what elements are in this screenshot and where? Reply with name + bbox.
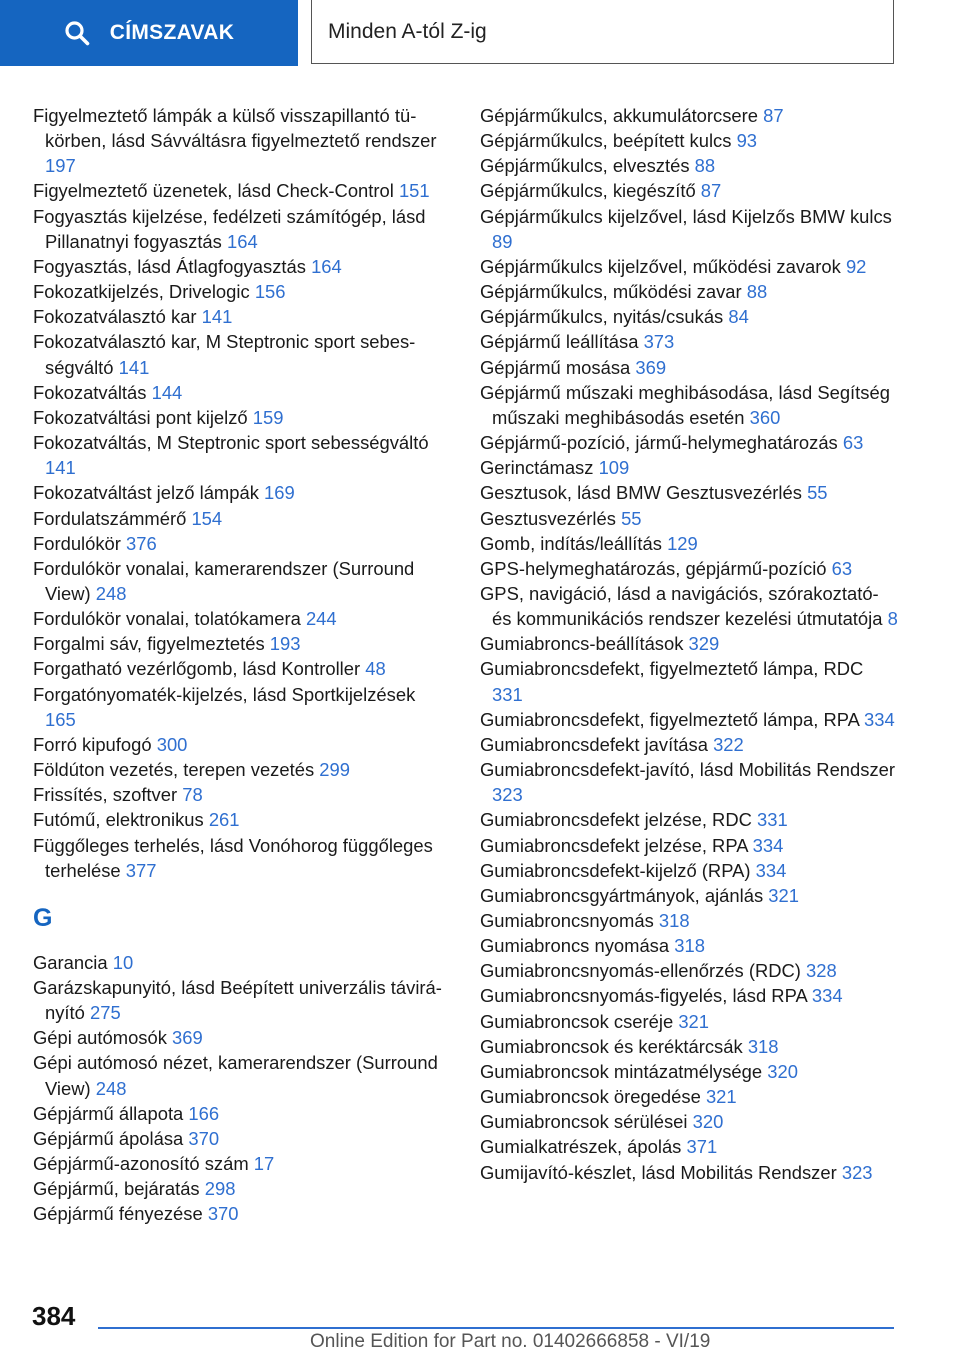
index-entry-text: Gépjármű mosása <box>480 356 631 378</box>
index-entry <box>480 506 898 531</box>
index-entry-text: Gumialkatrészek, ápolás <box>480 1136 682 1158</box>
index-entry-text: Gumiabroncsdefekt, figyelmeztető lámpa, RPA <box>480 708 859 730</box>
index-entry-text: Gépi autómosók <box>33 1027 167 1049</box>
index-entry <box>33 1151 451 1176</box>
index-entry <box>480 983 898 1008</box>
index-entry-text: Gumiabroncs-beállítások <box>480 633 684 655</box>
page-reference-link[interactable]: 334 <box>811 985 843 1007</box>
page-reference-link[interactable]: 17 <box>253 1153 275 1175</box>
page-reference-link[interactable]: 55 <box>621 507 642 529</box>
index-entry-text: Fokozatválasztó kar <box>33 306 197 328</box>
index-entry-text: Fordulókör <box>33 532 121 554</box>
index-entry-text: Gumiabroncsdefekt, figyelmeztető lámpa, RDC <box>480 658 864 680</box>
page-reference-link[interactable]: 48 <box>365 658 386 680</box>
index-entry-text: Földúton vezetés, terepen vezetés <box>33 759 315 781</box>
page-reference-link[interactable]: 275 <box>90 1002 121 1024</box>
index-entry <box>480 656 898 706</box>
index-entry-text: Gumiabroncsnyomás <box>480 910 654 931</box>
index-entry <box>33 178 451 203</box>
index-entry-text: Gépjármű műszaki meghibásodása, lásd Segítség műszaki meghibásodás esetén <box>480 381 890 428</box>
index-entry <box>33 682 451 732</box>
index-entry-text: Gerinctámasz <box>480 457 594 479</box>
index-entry-text: Gumijavító-készlet, lásd Mobilitás Rendszer <box>480 1161 837 1183</box>
page-reference-link[interactable]: 93 <box>736 130 758 152</box>
index-group-f <box>33 103 451 883</box>
letter-heading-g: G <box>33 903 53 932</box>
page-reference-link[interactable]: 78 <box>182 784 203 806</box>
index-entry-text: Gépjárműkulcs, működési zavar <box>480 281 742 303</box>
index-entry <box>480 103 898 128</box>
index-entry-text: Gumiabroncsdefekt javítása <box>480 733 708 755</box>
footer-rule <box>98 1327 894 1329</box>
index-entry <box>33 950 451 975</box>
index-entry-text: Gépjárműkulcs, elvesztés <box>480 155 690 177</box>
page-reference-link[interactable]: 322 <box>713 733 744 755</box>
index-entry <box>480 455 898 480</box>
index-entry <box>33 506 451 531</box>
page-reference-link[interactable]: 298 <box>204 1178 236 1200</box>
index-entry-text: Gumiabroncsnyomás-ellenőrzés (RDC) <box>480 960 801 982</box>
index-entry <box>33 1101 451 1126</box>
index-entry-text: Fokozatváltást jelző lámpák <box>33 482 259 504</box>
index-entry-text: Gumiabroncsdefekt jelzése, RPA <box>480 834 748 856</box>
page-reference-link[interactable]: 141 <box>45 457 76 479</box>
page-reference-link[interactable]: 334 <box>755 859 787 881</box>
index-entry-text: Gumiabroncsok sérülései <box>480 1111 688 1133</box>
page-reference-link[interactable]: 321 <box>768 884 799 906</box>
page-reference-link[interactable]: 320 <box>692 1111 724 1133</box>
index-entry <box>480 732 898 757</box>
page-reference-link[interactable]: 87 <box>763 105 784 126</box>
index-entry <box>480 329 898 354</box>
index-group-g <box>33 950 451 1227</box>
page-reference-link[interactable]: 323 <box>841 1161 873 1183</box>
page-reference-link[interactable]: 369 <box>172 1027 203 1049</box>
index-entry-text: Garancia <box>33 951 108 973</box>
footer-edition-text: Online Edition for Part no. 01402666858 - VI/19 <box>310 1331 711 1352</box>
header-bar <box>0 0 960 66</box>
index-entry-text: Forró kipufogó <box>33 733 152 755</box>
index-entry-text: Gumiabroncsdefekt jelzése, RDC <box>480 809 752 831</box>
index-entry <box>33 606 451 631</box>
page-reference-link[interactable]: 169 <box>264 482 295 504</box>
index-entry <box>480 631 898 656</box>
index-entry <box>480 1134 898 1159</box>
page-reference-link[interactable]: 320 <box>767 1060 798 1082</box>
page-reference-link[interactable]: 141 <box>201 306 233 328</box>
page-reference-link[interactable]: 248 <box>95 1077 127 1099</box>
index-entry <box>480 933 898 958</box>
index-entry <box>480 204 898 254</box>
page-reference-link[interactable]: 328 <box>806 960 837 982</box>
index-entry-text: Gesztusok, lásd BMW Gesztusvezérlés <box>480 482 802 504</box>
index-entry-text: Függőleges terhelés, lásd Vonóhorog függőleges terhelése <box>33 834 433 881</box>
page-reference-link[interactable]: 164 <box>311 255 342 277</box>
page-reference-link[interactable]: 193 <box>269 633 301 655</box>
index-entry-text: Gépjármű állapota <box>33 1102 184 1124</box>
index-entry <box>480 757 898 807</box>
page-reference-link[interactable]: 373 <box>643 331 675 353</box>
index-entry <box>480 178 898 203</box>
index-entry-text: Gépi autómosó nézet, kamerarendszer (Surround View) <box>33 1052 438 1099</box>
page-number: 384 <box>32 1301 76 1331</box>
page-reference-link[interactable]: 334 <box>864 708 895 730</box>
index-entry <box>33 975 451 1025</box>
index-entry <box>480 279 898 304</box>
index-entry <box>33 732 451 757</box>
index-entry <box>480 1059 898 1084</box>
index-entry <box>480 254 898 279</box>
index-entry-text: Gépjármű ápolása <box>33 1127 184 1149</box>
index-entry <box>480 531 898 556</box>
a-to-z-tab[interactable] <box>311 0 894 64</box>
index-entry-text: Garázskapunyitó, lásd Beépített univerzális távirányító <box>33 977 442 1024</box>
index-entry <box>480 858 898 883</box>
index-entry-text: Gumiabroncsgyártmányok, ajánlás <box>480 884 764 906</box>
page-reference-link[interactable]: 151 <box>398 180 430 202</box>
index-entry-text: Gumiabroncsok cseréje <box>480 1010 674 1032</box>
index-entry-text: Forgalmi sáv, figyelmeztetés <box>33 633 265 655</box>
page-reference-link[interactable]: 88 <box>746 281 768 303</box>
keywords-tab[interactable] <box>0 0 298 66</box>
index-entry-text: Gumiabroncsdefekt-javító, lásd Mobilitás Rendszer <box>480 759 895 781</box>
index-entry-text: GPS-helymeghatározás, gépjármű-pozíció <box>480 557 827 579</box>
index-entry-text: Gépjármű-azonosító szám <box>33 1153 249 1175</box>
index-entry <box>480 883 898 908</box>
page-reference-link[interactable]: 318 <box>747 1035 779 1057</box>
index-entry <box>33 329 451 379</box>
index-entry-text: Gépjármű leállítása <box>480 331 639 353</box>
page-reference-link[interactable]: 300 <box>156 733 188 755</box>
page-reference-link[interactable]: 323 <box>492 784 523 806</box>
page-reference-link[interactable]: 377 <box>125 859 157 881</box>
page-reference-link[interactable]: 154 <box>191 507 223 529</box>
index-entry <box>33 531 451 556</box>
index-entry-text: Fogyasztás kijelzése, fedélzeti számítógép, lásd Pillanatnyi fogyasztás <box>33 205 426 252</box>
index-column-left <box>33 103 451 1227</box>
index-entry-text: Gépjármű fényezése <box>33 1203 203 1225</box>
index-entry <box>33 556 451 606</box>
page-reference-link[interactable]: 166 <box>188 1102 220 1124</box>
index-entry-text: Gumiabroncsnyomás-figyelés, lásd RPA <box>480 985 807 1007</box>
index-entry-text: Fokozatváltási pont kijelző <box>33 406 248 428</box>
keywords-tab-label: CÍMSZAVAK <box>109 21 235 44</box>
index-entry-text: GPS, navigáció, lásd a navigációs, szórakoztató- és kommunikációs rendszer kezelési útmutatója <box>480 582 883 630</box>
index-entry <box>480 1084 898 1109</box>
page-reference-link[interactable]: 84 <box>728 306 749 328</box>
page-reference-link[interactable]: 370 <box>188 1127 220 1149</box>
page-reference-link[interactable]: 329 <box>688 633 720 655</box>
index-entry <box>33 807 451 832</box>
index-entry-text: Frissítés, szoftver <box>33 784 178 806</box>
index-entry <box>480 380 898 430</box>
index-entry-text: Fogyasztás, lásd Átlagfogyasztás <box>33 255 306 277</box>
index-entry <box>33 405 451 430</box>
index-entry-text: Futómű, elektronikus <box>33 809 204 831</box>
page-reference-link[interactable]: 164 <box>226 230 258 252</box>
index-entry-text: Gépjárműkulcs, akkumulátorcsere <box>480 105 759 126</box>
index-entry-text: Gumiabroncsok öregedése <box>480 1086 701 1108</box>
index-entry <box>33 430 451 480</box>
index-entry-text: Fokozatváltás, M Steptronic sport sebességváltó <box>33 432 429 454</box>
a-to-z-tab-label: Minden A-tól Z-ig <box>328 19 487 43</box>
index-entry-text: Gépjárműkulcs, beépített kulcs <box>480 130 732 152</box>
index-entry <box>33 1050 451 1100</box>
index-entry <box>480 480 898 505</box>
index-entry-text: Gesztusvezérlés <box>480 507 616 529</box>
page-reference-link[interactable]: 376 <box>126 532 157 554</box>
index-entry <box>480 128 898 153</box>
page-reference-link[interactable]: 334 <box>752 834 784 856</box>
index-entry-text: Fokozatválasztó kar, M Steptronic sport sebességváltó <box>33 331 416 378</box>
index-entry-text: Figyelmeztető lámpák a külső visszapillantó tükörben, lásd Sávváltásra figyelmeztető rendszer <box>33 105 437 152</box>
page-reference-link[interactable]: 318 <box>658 910 690 931</box>
index-entry-text: Gumiabroncs nyomása <box>480 935 670 957</box>
index-entry <box>33 1025 451 1050</box>
index-group-g-continued <box>480 103 898 1185</box>
index-entry <box>480 833 898 858</box>
index-entry-text: Gumiabroncsok mintázatmélysége <box>480 1060 763 1082</box>
index-entry <box>33 656 451 681</box>
page-reference-link[interactable]: 159 <box>252 406 284 428</box>
page-reference-link[interactable]: 197 <box>45 155 76 177</box>
page-reference-link[interactable]: 129 <box>667 532 698 554</box>
search-icon <box>64 20 90 46</box>
index-entry <box>480 153 898 178</box>
index-entry-text: Fokozatváltás <box>33 381 147 403</box>
index-entry <box>33 757 451 782</box>
page-reference-link[interactable]: 88 <box>694 155 716 177</box>
page-reference-link[interactable]: 92 <box>845 255 867 277</box>
index-entry-text: Fordulatszámmérő <box>33 507 187 529</box>
page-reference-link[interactable]: 370 <box>207 1203 239 1225</box>
index-entry <box>33 631 451 656</box>
index-column-right <box>480 103 898 1185</box>
index-entry <box>33 380 451 405</box>
index-entry <box>33 304 451 329</box>
page-reference-link[interactable]: 244 <box>305 608 337 630</box>
index-entry <box>33 103 451 178</box>
index-entry <box>480 304 898 329</box>
index-entry <box>33 480 451 505</box>
index-entry-text: Gomb, indítás/leállítás <box>480 532 662 554</box>
page-reference-link[interactable]: 248 <box>95 582 127 604</box>
index-entry-text: Gépjármű, bejáratás <box>33 1178 200 1200</box>
page-reference-link[interactable]: 360 <box>749 406 781 428</box>
page-reference-link[interactable]: 299 <box>319 759 350 781</box>
index-entry-text: Fokozatkijelzés, Drivelogic <box>33 281 250 303</box>
index-entry <box>33 1201 451 1226</box>
index-entry <box>480 958 898 983</box>
index-entry-text: Fordulókör vonalai, tolatókamera <box>33 608 301 630</box>
page-reference-link[interactable]: 331 <box>757 809 788 831</box>
index-entry <box>480 556 898 581</box>
index-entry <box>33 254 451 279</box>
index-entry <box>33 204 451 254</box>
index-entry-text: Gépjárműkulcs kijelzővel, lásd Kijelzős BMW kulcs <box>480 205 892 227</box>
page-reference-link[interactable]: 89 <box>492 230 513 252</box>
index-entry <box>33 279 451 304</box>
index-entry-text: Gépjárműkulcs, kiegészítő <box>480 180 696 202</box>
page-reference-link[interactable]: 371 <box>686 1136 718 1158</box>
page-reference-link[interactable]: 10 <box>112 951 134 973</box>
index-entry <box>480 355 898 380</box>
page-reference-link[interactable]: 156 <box>254 281 286 303</box>
page-reference-link[interactable]: 331 <box>492 683 523 705</box>
page-reference-link[interactable]: 109 <box>598 457 630 479</box>
index-entry <box>480 1160 898 1185</box>
index-entry-text: Gumiabroncsok és keréktárcsák <box>480 1035 743 1057</box>
index-entry <box>33 833 451 883</box>
page-reference-link[interactable]: 141 <box>118 356 150 378</box>
page-reference-link[interactable]: 144 <box>151 381 183 403</box>
index-entry <box>480 807 898 832</box>
index-entry <box>480 430 898 455</box>
index-entry-text: Forgatható vezérlőgomb, lásd Kontroller <box>33 658 361 680</box>
index-entry <box>480 581 898 631</box>
page-reference-link[interactable]: 261 <box>208 809 240 831</box>
index-entry-text: Fordulókör vonalai, kamerarendszer (Surround View) <box>33 557 415 604</box>
page-reference-link[interactable]: 8 <box>887 608 898 630</box>
page-reference-link[interactable]: 318 <box>674 935 705 957</box>
page-reference-link[interactable]: 369 <box>635 356 667 378</box>
index-entry-text: Gépjármű-pozíció, jármű-helymeghatározás <box>480 432 838 454</box>
page-reference-link[interactable]: 63 <box>831 557 853 579</box>
page-reference-link[interactable]: 87 <box>700 180 722 202</box>
index-entry <box>480 1034 898 1059</box>
page-reference-link[interactable]: 165 <box>45 708 76 730</box>
page-reference-link[interactable]: 63 <box>842 432 864 454</box>
index-entry <box>480 1009 898 1034</box>
index-entry <box>480 707 898 732</box>
index-entry-text: Gépjárműkulcs, nyitás/csukás <box>480 306 724 328</box>
index-entry <box>33 1176 451 1201</box>
index-entry <box>480 1109 898 1134</box>
index-entry <box>480 908 898 933</box>
index-entry-text: Forgatónyomaték-kijelzés, lásd Sportkijelzések <box>33 683 416 705</box>
page-reference-link[interactable]: 321 <box>705 1086 737 1108</box>
page-reference-link[interactable]: 321 <box>678 1010 709 1032</box>
index-entry <box>33 782 451 807</box>
index-entry-text: Gumiabroncsdefekt-kijelző (RPA) <box>480 859 751 881</box>
page-reference-link[interactable]: 55 <box>807 482 828 504</box>
index-entry-text: Figyelmeztető üzenetek, lásd Check-Control <box>33 180 394 202</box>
index-entry <box>33 1126 451 1151</box>
index-entry-text: Gépjárműkulcs kijelzővel, működési zavarok <box>480 255 841 277</box>
